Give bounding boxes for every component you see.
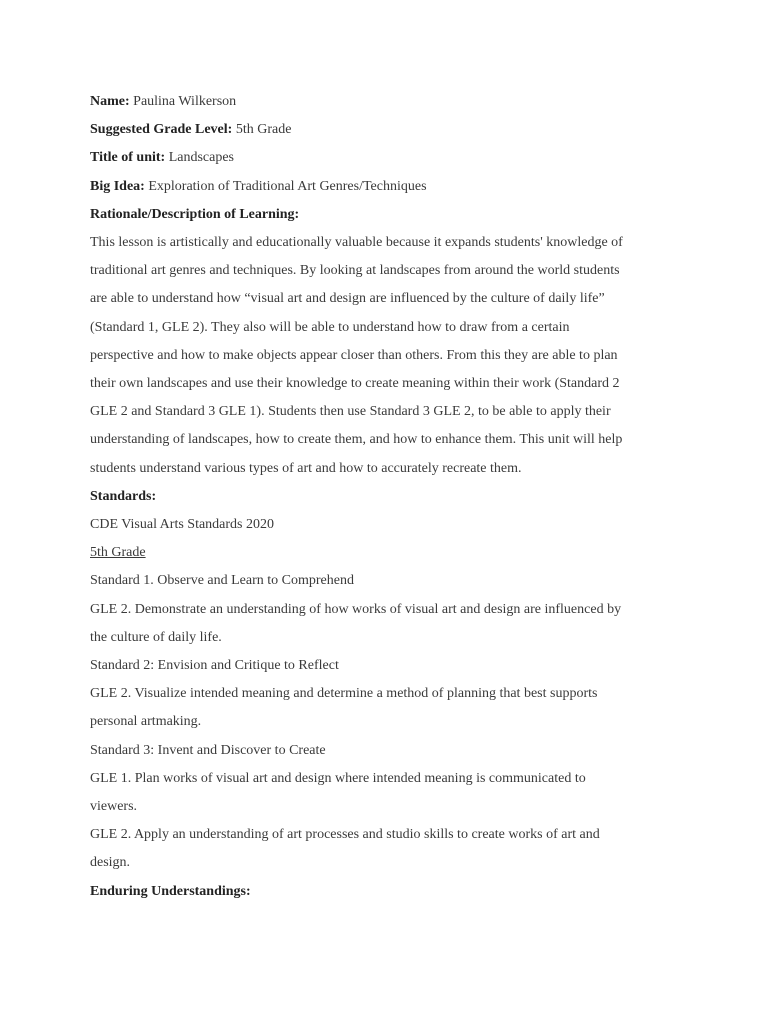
standards-line: Standard 1. Observe and Learn to Comprehend — [90, 573, 354, 589]
rationale-line: understanding of landscapes, how to create them, and how to enhance them. This unit will help — [90, 432, 623, 448]
rationale-line: students understand various types of art and how to accurately recreate them. — [90, 460, 522, 476]
unit-title-field — [90, 144, 690, 172]
rationale-line: are able to understand how “visual art and design are influenced by the culture of daily life” — [90, 291, 605, 307]
standards-heading: Standards: — [90, 488, 157, 504]
grade-level-label: Suggested Grade Level: — [90, 122, 233, 138]
standards-line: viewers. — [90, 799, 138, 815]
standards-line: Standard 3: Invent and Discover to Create — [90, 742, 326, 758]
grade-level-field — [90, 116, 690, 144]
grade-level-value: 5th Grade — [232, 122, 292, 138]
standards-line: GLE 2. Visualize intended meaning and determine a method of planning that best supports — [90, 686, 598, 702]
standards-line: Standard 2: Envision and Critique to Reflect — [90, 658, 339, 674]
rationale-line: perspective and how to make objects appear closer than others. From this they are able to plan — [90, 347, 618, 363]
standards-line: GLE 1. Plan works of visual art and design where intended meaning is communicated to — [90, 770, 586, 786]
document-page — [90, 88, 690, 906]
rationale-line: traditional art genres and techniques. By looking at landscapes from around the world students — [90, 263, 620, 279]
unit-title-label: Title of unit: — [90, 150, 166, 166]
rationale-line: GLE 2 and Standard 3 GLE 1). Students then use Standard 3 GLE 2, to be able to apply their — [90, 404, 611, 420]
rationale-line: their own landscapes and use their knowledge to create meaning within their work (Standard 2 — [90, 376, 620, 392]
standards-source: CDE Visual Arts Standards 2020 — [90, 517, 275, 533]
name-value: Paulina Wilkerson — [129, 94, 237, 109]
unit-title-value: Landscapes — [165, 150, 235, 166]
standards-line: design. — [90, 855, 131, 871]
standards-line: GLE 2. Apply an understanding of art processes and studio skills to create works of art and — [90, 827, 600, 843]
standards-line: the culture of daily life. — [90, 629, 222, 645]
name-field — [90, 88, 690, 116]
rationale-line: This lesson is artistically and educationally valuable because it expands students' knowledge of — [90, 235, 623, 251]
big-idea-value: Exploration of Traditional Art Genres/Techniques — [144, 178, 427, 194]
grade-subheading: 5th Grade — [90, 545, 146, 561]
enduring-understandings-heading: Enduring Understandings: — [90, 883, 251, 899]
standards-line: personal artmaking. — [90, 714, 202, 730]
big-idea-label: Big Idea: — [90, 178, 145, 194]
rationale-line: (Standard 1, GLE 2). They also will be able to understand how to draw from a certain — [90, 319, 570, 335]
big-idea-field — [90, 173, 690, 201]
rationale-heading: Rationale/Description of Learning: — [90, 206, 300, 222]
name-label: Name: — [90, 94, 130, 109]
standards-line: GLE 2. Demonstrate an understanding of how works of visual art and design are influenced by — [90, 601, 622, 617]
